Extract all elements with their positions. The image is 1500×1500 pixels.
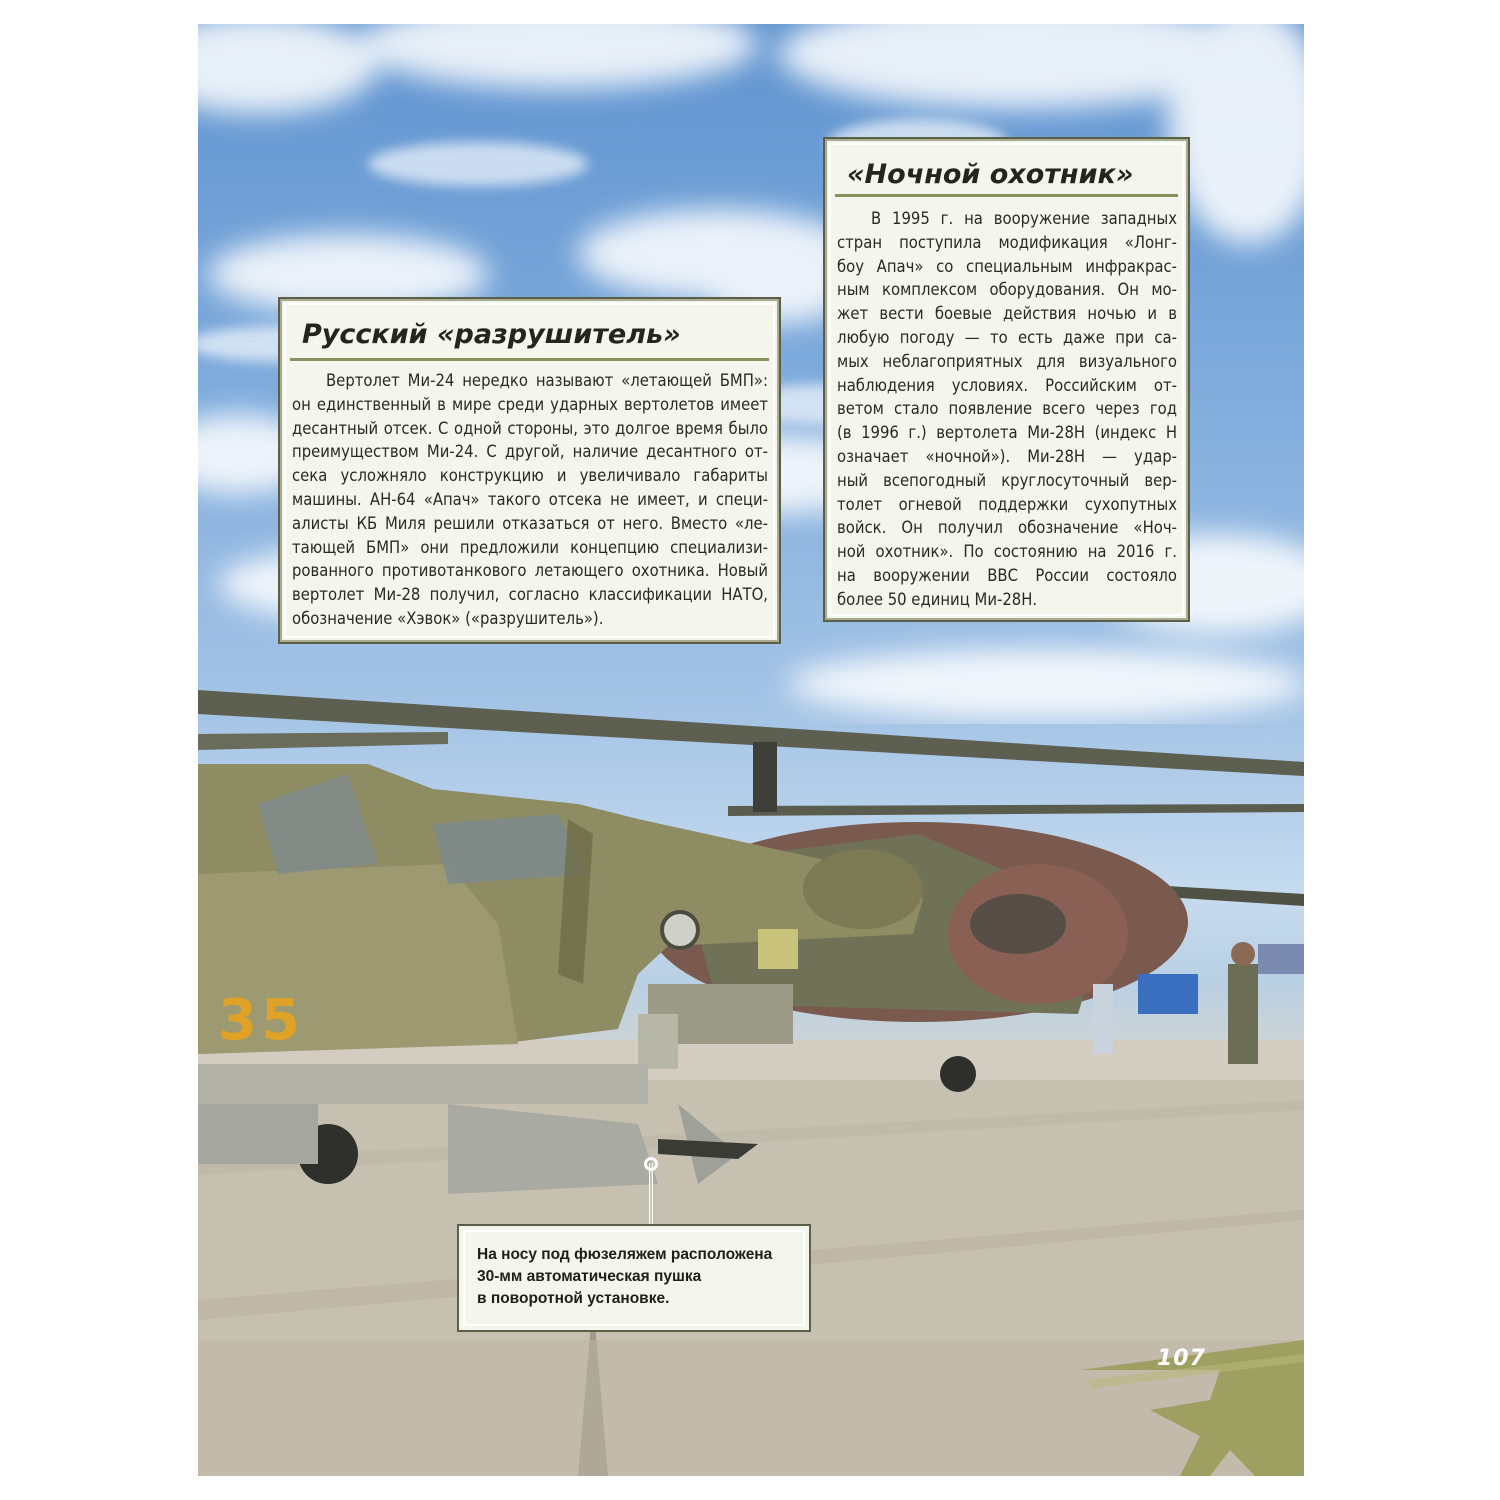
text-line: машины. АН-64 «Апач» такого отсека не имеет, и специ- bbox=[292, 489, 768, 509]
tail-number: 35 bbox=[218, 988, 304, 1053]
caption-text bbox=[477, 1244, 772, 1310]
text-line: преимуществом Ми-24. С другой, наличие десантного от- bbox=[292, 442, 768, 462]
caption-line: 30-мм автоматическая пушка bbox=[477, 1268, 702, 1285]
sidebar-title: «Ночной охотник» bbox=[847, 159, 1134, 190]
text-line: обозначение «Хэвок» («разрушитель»). bbox=[292, 608, 604, 628]
text-line: ным комплексом оборудования. Он мо- bbox=[837, 280, 1177, 300]
text-line: сека усложняло конструкцию и увеличивало габариты bbox=[292, 466, 768, 486]
text-line: боу Апач» со специальным инфракрас- bbox=[837, 256, 1177, 276]
text-line: наблюдения условиях. Российским от- bbox=[837, 375, 1177, 395]
caption-pointer-dot bbox=[644, 1157, 658, 1171]
text-line: он единственный в мире среди ударных вертолетов имеет bbox=[292, 394, 768, 414]
title-rule bbox=[290, 358, 769, 361]
text-line: любую погоду — то есть даже при са- bbox=[837, 327, 1177, 347]
caption-leader-line bbox=[649, 1163, 653, 1225]
sidebar-body bbox=[292, 369, 768, 631]
text-line: ный всепогодный круглосуточный вер- bbox=[837, 470, 1177, 490]
mi28-helicopter-photo bbox=[198, 684, 1304, 1224]
text-line: более 50 единиц Ми-28Н. bbox=[837, 589, 1038, 609]
text-line: алисты КБ Миля решили отказаться от него. Вместо «ле- bbox=[292, 513, 768, 533]
text-line: тающей БМП» они предложили концепцию специализи- bbox=[292, 537, 768, 557]
sidebar-russian-destroyer bbox=[278, 297, 781, 644]
text-line: ной охотник». По состоянию на 2016 г. bbox=[837, 542, 1177, 562]
text-line: ветом стало появление всего через год bbox=[837, 399, 1177, 419]
text-line: рованного противотанкового летающего охотника. Новый bbox=[292, 561, 768, 581]
text-line: вертолет Ми-28 получил, согласно классификации НАТО, bbox=[292, 585, 768, 605]
text-line: десантный отсек. С одной стороны, это долгое время было bbox=[292, 418, 768, 438]
text-line: на вооружении ВВС России состояло bbox=[837, 565, 1177, 585]
sidebar-title: Русский «разрушитель» bbox=[302, 319, 681, 350]
text-line: (в 1996 г.) вертолета Ми-28Н (индекс Н bbox=[837, 423, 1177, 443]
sidebar-night-hunter bbox=[823, 137, 1190, 622]
title-rule bbox=[835, 194, 1178, 197]
text-line: Вертолет Ми-24 нередко называют «летающей БМП»: bbox=[326, 371, 768, 390]
text-line: жет вести боевые действия ночью и в bbox=[837, 304, 1177, 324]
text-line: мых неблагоприятных для визуального bbox=[837, 351, 1177, 371]
photo-caption bbox=[457, 1224, 811, 1332]
caption-line: в поворотной установке. bbox=[477, 1290, 670, 1307]
text-line: означает «ночной»). Ми-28Н — удар- bbox=[837, 446, 1177, 466]
text-line: толет огневой поддержки сухопутных bbox=[837, 494, 1177, 514]
page-number: 107 bbox=[1157, 1346, 1206, 1371]
text-line: войск. Он получил обозначение «Ноч- bbox=[837, 518, 1177, 538]
text-line: В 1995 г. на вооружение западных bbox=[871, 209, 1177, 228]
sidebar-body bbox=[837, 207, 1177, 612]
caption-line: На носу под фюзеляжем расположена bbox=[477, 1246, 773, 1263]
text-line: стран поступила модификация «Лонг- bbox=[837, 232, 1177, 252]
